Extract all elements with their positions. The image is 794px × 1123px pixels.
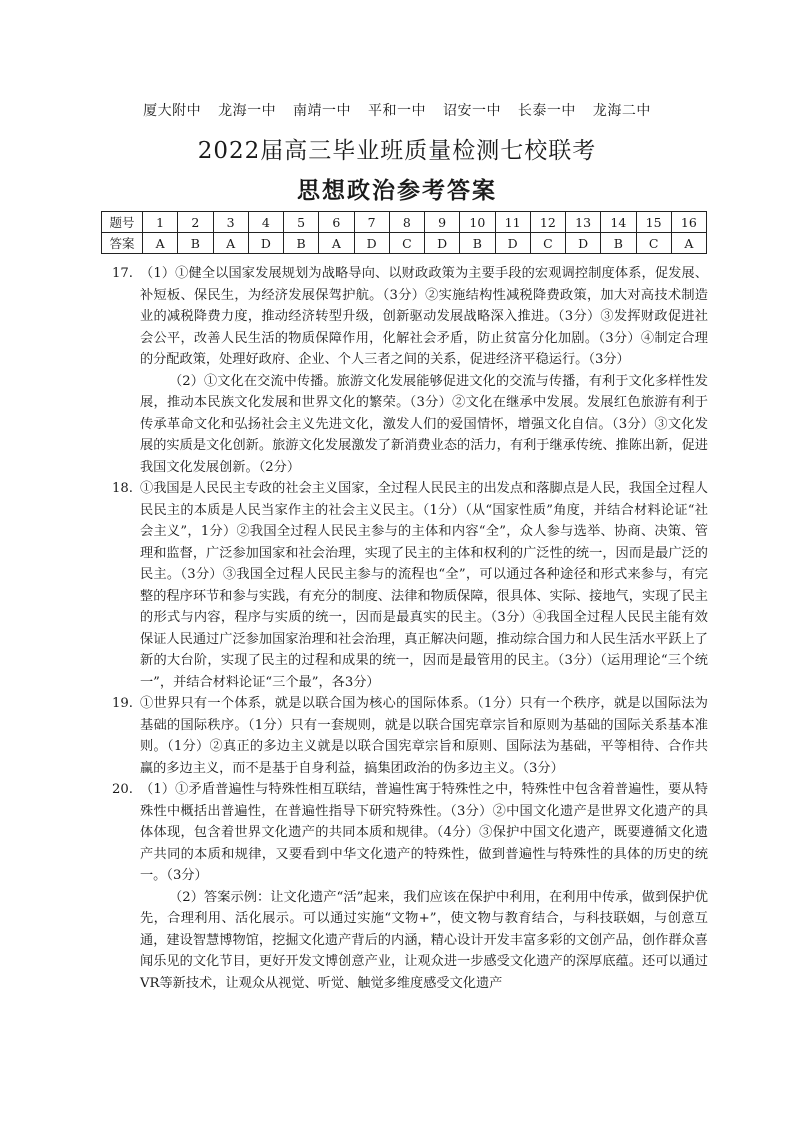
question-18 (112, 478, 708, 693)
answer-table (101, 211, 707, 254)
school-name: 南靖一中 (293, 103, 352, 119)
question-number-row (102, 212, 707, 233)
question-number-cell: 9 (425, 212, 460, 233)
answer-cell: D (425, 233, 460, 254)
answer-cell: B (601, 233, 636, 254)
question-number-cell: 6 (319, 212, 354, 233)
question-number-cell: 8 (389, 212, 424, 233)
question-number-cell: 16 (671, 212, 706, 233)
school-name: 诏安一中 (442, 103, 501, 119)
row-label: 答案 (102, 233, 143, 254)
question-number: 17. (112, 266, 133, 281)
exam-title: 2022届高三毕业班质量检测七校联考 (197, 138, 597, 164)
answer-paragraph: ①世界只有一个体系，就是以联合国为核心的国际体系。（1分）只有一个秩序，就是以国际法为基础的国际秩序。（1分）只有一套规则，就是以联合国宪章宗旨和原则为基础的国际关系基本准则。（1分）②真正的多边主义就是以联合国宪章宗旨和原则、国际法为基础，平等相待、合作共赢的多边主义，而不是基于自身利益，搞集团政治的伪多边主义。（3分） (140, 696, 708, 776)
question-number-cell: 15 (636, 212, 671, 233)
answer-cell: A (671, 233, 706, 254)
answer-cell: D (354, 233, 389, 254)
question-number-cell: 3 (213, 212, 248, 233)
answer-cell: B (460, 233, 495, 254)
question-number-cell: 11 (495, 212, 530, 233)
answer-cell: C (636, 233, 671, 254)
question-number-cell: 1 (143, 212, 178, 233)
answer-cell: C (530, 233, 565, 254)
school-name: 厦大附中 (143, 103, 202, 119)
answer-paragraph: （1）①健全以国家发展规划为战略导向、以财政政策为主要手段的宏观调控制度体系，促发展、补短板、保民生，为经济发展保驾护航。（3分）②实施结构性减税降费政策，加大对高技术制造业的减税降费力度，推动经济转型升级，创新驱动发展战略深入推进。（3分）③发挥财政促进社会公平，改善人民生活的物质保障作用，化解社会矛盾，防止贫富分化加剧。（3分）④制定合理的分配政策，处理好政府、企业、个人三者之间的关系，促进经济平稳运行。（3分） (140, 266, 708, 367)
answer-cell: D (248, 233, 283, 254)
question-number-cell: 7 (354, 212, 389, 233)
answer-cell: A (213, 233, 248, 254)
answer-cell: D (566, 233, 601, 254)
row-label: 题号 (102, 212, 143, 233)
exam-subtitle: 思想政治参考答案 (297, 177, 497, 204)
answer-paragraph: （1）①矛盾普遍性与特殊性相互联结，普遍性寓于特殊性之中，特殊性中包含着普遍性，要从特殊性中概括出普遍性，在普遍性指导下研究特殊性。（3分）②中国文化遗产是世界文化遗产的具体体现，包含着世界文化遗产的共同本质和规律。（4分）③保护中国文化遗产，既要遵循文化遗产共同的本质和规律，又要看到中华文化遗产的特殊性，做到普遍性与特殊性的具体的历史的统一。（3分） (140, 782, 708, 883)
question-17 (112, 263, 708, 478)
answer-cell: B (178, 233, 213, 254)
answer-paragraph: （2）答案示例：让文化遗产“活”起来，我们应该在保护中利用，在利用中传承，做到保护优先，合理利用、活化展示。可以通过实施“文物+”，使文物与教育结合，与科技联姻，与创意互通，建设智慧博物馆，挖掘文化遗产背后的内涵，精心设计开发丰富多彩的文创产品，创作群众喜闻乐见的文化节目，更好开发文博创意产业，让观众进一步感受文化遗产的深厚底蕴。还可以通过VR等新技术，让观众从视觉、听觉、触觉多维度感受文化遗产 (140, 889, 708, 991)
school-name: 龙海一中 (218, 103, 277, 119)
question-number-cell: 14 (601, 212, 636, 233)
question-number-cell: 13 (566, 212, 601, 233)
answer-cell: C (389, 233, 424, 254)
answer-cell: D (495, 233, 530, 254)
school-name: 平和一中 (368, 103, 426, 119)
answer-row (102, 233, 707, 254)
question-number-cell: 12 (530, 212, 565, 233)
question-20 (112, 779, 708, 994)
school-list (0, 100, 794, 120)
question-number: 20. (112, 782, 133, 797)
question-number-cell: 4 (248, 212, 283, 233)
question-number-cell: 2 (178, 212, 213, 233)
school-name: 长泰一中 (517, 103, 576, 119)
answer-cell: A (319, 233, 354, 254)
school-name: 龙海二中 (592, 103, 651, 119)
answer-paragraph: ①我国是人民民主专政的社会主义国家，全过程人民民主的出发点和落脚点是人民，我国全过程人民民主的本质是人民当家作主的社会主义民主。（1分）（从“国家性质”角度，并结合材料论证“社会主义”，1分）②我国全过程人民民主参与的主体和内容“全”，众人参与选举、协商、决策、管理和监督，广泛参加国家和社会治理，实现了民主的主体和权利的广泛性的统一，因而是最广泛的民主。（3分）③我国全过程人民民主参与的流程也“全”，可以通过各种途径和形式来参与，有完整的程序环节和参与实践，有充分的制度、法律和物质保障，很具体、实际、接地气，实现了民主的形式与内容，程序与实质的统一，因而是最真实的民主。（3分）④我国全过程人民民主能有效保证人民通过广泛参加国家治理和社会治理，真正解决问题，推动综合国力和人民生活水平跃上了新的大台阶，实现了民主的过程和成果的统一，因而是最管用的民主。（3分）（运用理论“三个统一”，并结合材料论证“三个最”，各3分） (140, 481, 708, 690)
question-number: 19. (112, 696, 133, 711)
answer-content (112, 263, 708, 994)
question-number-cell: 10 (460, 212, 495, 233)
answer-cell: A (143, 233, 178, 254)
question-number-cell: 5 (284, 212, 319, 233)
answer-paragraph: （2）①文化在交流中传播。旅游文化发展能够促进文化的交流与传播，有利于文化多样性发展，推动本民族文化发展和世界文化的繁荣。（3分）②文化在继承中发展。发展红色旅游有利于传承革命文化和弘扬社会主义先进文化，激发人们的爱国情怀，增强文化自信。（3分）③文化发展的实质是文化创新。旅游文化发展激发了新消费业态的活力，有利于继承传统、推陈出新，促进我国文化发展创新。（2分） (140, 373, 708, 475)
answer-cell: B (284, 233, 319, 254)
question-19 (112, 693, 708, 779)
question-number: 18. (112, 481, 133, 496)
